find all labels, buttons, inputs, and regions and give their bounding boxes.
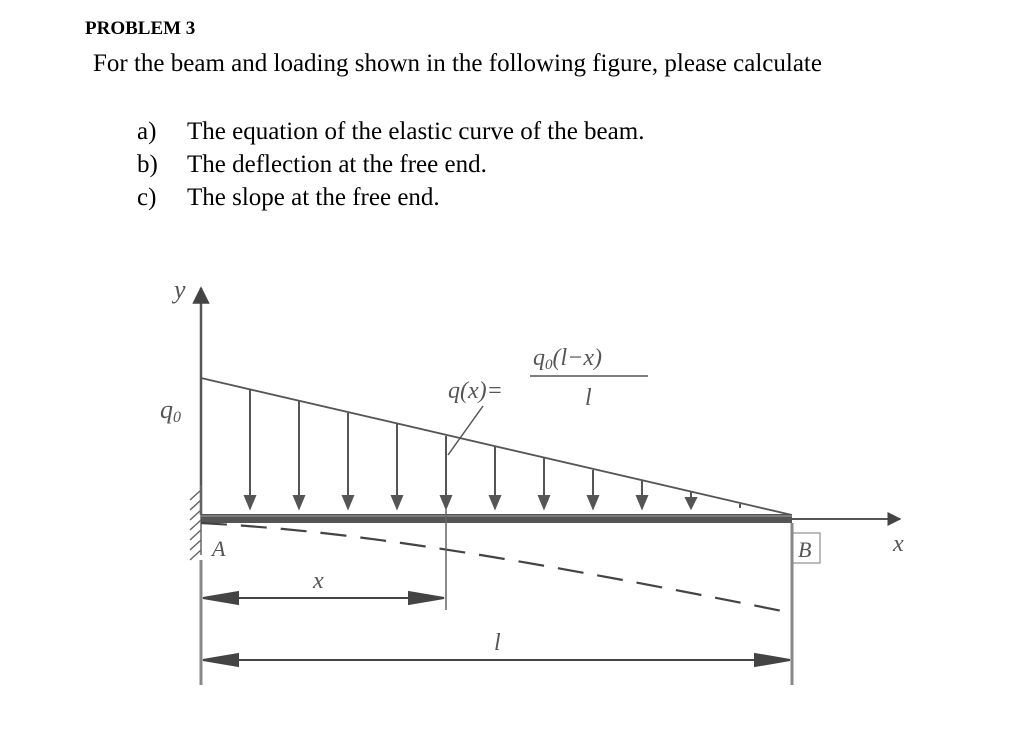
load-expression-denominator: l — [585, 385, 592, 411]
fixed-support — [190, 485, 201, 560]
deflection-curve — [201, 523, 792, 613]
y-axis-label: y — [174, 275, 186, 304]
load-leader-line — [448, 406, 483, 455]
q0-label — [160, 395, 181, 426]
x-dimension-label: x — [313, 568, 324, 594]
load-expression-numerator: q0(l−x) — [533, 345, 602, 373]
question-text: The equation of the elastic curve of the beam. — [187, 118, 645, 145]
q0-subscript: 0 — [173, 409, 181, 426]
question-letter: b) — [137, 151, 158, 178]
question-text: The slope at the free end. — [187, 184, 440, 211]
question-letter: a) — [137, 118, 157, 145]
load-expression-left: q(x)= — [448, 378, 503, 404]
support-label-a: A — [212, 536, 226, 561]
free-end-label-b: B — [798, 537, 812, 562]
problem-intro: For the beam and loading shown in the following figure, please calculate — [93, 50, 822, 77]
distributed-load-arrows — [245, 390, 740, 508]
length-dimension-label: l — [494, 630, 501, 656]
question-letter: c) — [137, 184, 157, 211]
question-text: The deflection at the free end. — [187, 151, 487, 178]
problem-title: PROBLEM 3 — [85, 18, 196, 39]
x-axis-label: x — [893, 531, 904, 557]
q0-symbol: q — [160, 395, 173, 424]
